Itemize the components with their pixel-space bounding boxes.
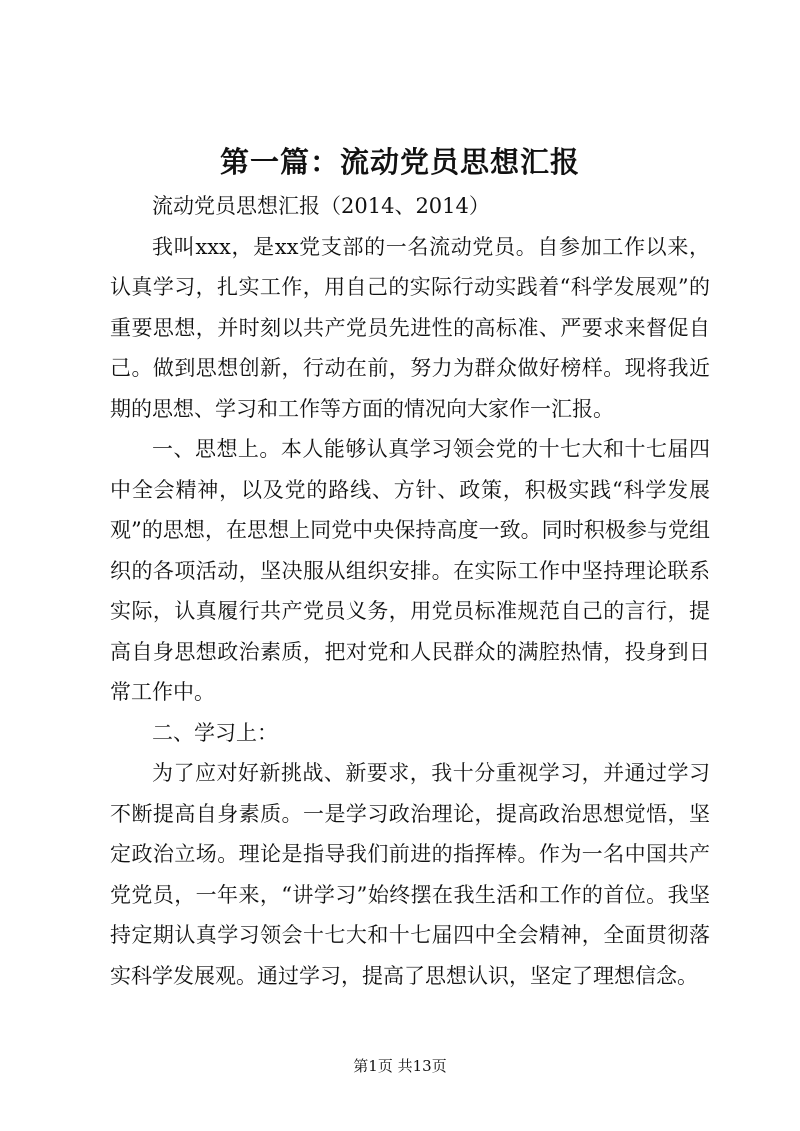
paragraph-thought: 一、思想上。本人能够认真学习领会党的十七大和十七届四中全会精神，以及党的路线、方针、政策，积极实践“科学发展观”的思想，在思想上同党中央保持高度一致。同时积极参与党组织的各项活动，坚决服从组织安排。在实际工作中坚持理论联系实际，认真履行共产党员义务，用党员标准规范自己的言行，提高自身思想政治素质，把对党和人民群众的满腔热情，投身到日常工作中。 <box>110 437 710 704</box>
page-footer: 第1页 共13页 <box>353 1057 447 1075</box>
document-body <box>110 186 710 996</box>
document-title: 第一篇：流动党员思想汇报 <box>219 145 580 179</box>
paragraph-study: 为了应对好新挑战、新要求，我十分重视学习，并通过学习不断提高自身素质。一是学习政治理论，提高政治思想觉悟，坚定政治立场。理论是指导我们前进的指挥棒。作为一名中国共产党党员，一年来，“讲学习”始终摆在我生活和工作的首位。我坚持定期认真学习领会十七大和十七届四中全会精神，全面贯彻落实科学发展观。通过学习，提高了思想认识，坚定了理想信念。 <box>110 761 710 988</box>
paragraph-study-heading: 二、学习上： <box>152 720 278 745</box>
paragraph-subtitle: 流动党员思想汇报（2014、2014） <box>152 194 490 218</box>
paragraph-intro: 我叫xxx，是xx党支部的一名流动党员。自参加工作以来，认真学习，扎实工作，用自己的实际行动实践着“科学发展观”的重要思想，并时刻以共产党员先进性的高标准、严要求来督促自己。做到思想创新，行动在前，努力为群众做好榜样。现将我近期的思想、学习和工作等方面的情况向大家作一汇报。 <box>110 234 710 421</box>
